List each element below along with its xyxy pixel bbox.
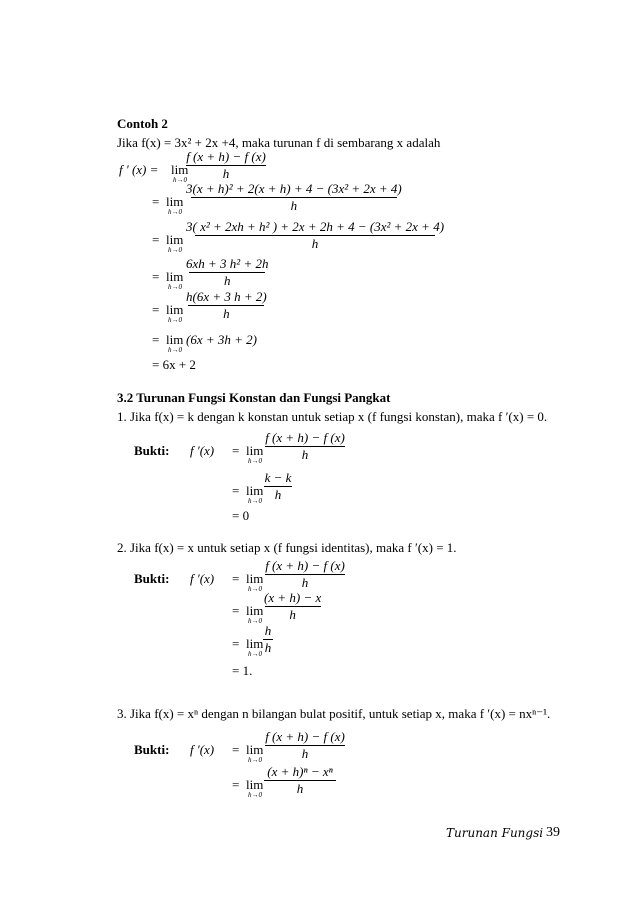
proof-fraction: f (x + h) − f (x) h [265,729,345,761]
proof-fprime: f ′(x) [190,742,215,757]
limit-operator: lim h→0 [171,162,189,184]
limit-operator: lim h→0 [166,302,184,324]
proof-fraction: f (x + h) − f (x) h [265,558,345,590]
proof-fraction: f (x + h) − f (x) h [265,430,345,462]
limit-operator: lim h→0 [166,269,184,291]
section-heading: 3.2 Turunan Fungsi Konstan dan Fungsi Pangkat [117,390,391,405]
example-step-fraction: 3( x² + 2xh + h² ) + 2x + 2h + 4 − (3x² + 2x + 4) h [186,219,445,251]
limit-operator: lim h→0 [166,332,184,354]
limit-operator: lim h→0 [246,571,264,593]
limit-operator: lim h→0 [246,483,264,505]
example-result: = 6x + 2 [152,357,196,372]
theorem-statement: 3. Jika f(x) = xⁿ dengan n bilangan bulat positif, untuk setiap x, maka f ′(x) = nxⁿ⁻¹. [117,706,551,721]
example-step-lhs: = [152,232,160,247]
example-step-lhs: = [152,269,160,284]
limit-operator: lim h→0 [166,194,184,216]
limit-operator: lim h→0 [246,603,264,625]
proof-label: Bukti: [134,571,170,586]
example-step-fraction: f (x + h) − f (x) h [186,149,266,181]
example-step-fraction: 6xh + 3 h² + 2h h [186,256,269,288]
equals-sign: = [232,603,240,618]
proof-fraction: h h [264,623,272,655]
theorem-statement: 1. Jika f(x) = k dengan k konstan untuk setiap x (f fungsi konstan), maka f ′(x) = 0. [117,409,548,424]
proof-result: = 0 [232,508,250,523]
proof-fprime: f ′(x) [190,571,215,586]
equals-sign: = [232,571,240,586]
proof-fprime: f ′(x) [190,443,215,458]
running-title: Turunan Fungsi [446,826,544,840]
page-number: 39 [546,825,560,840]
example-step-lhs: = [152,194,160,209]
example-step-lhs: = [152,302,160,317]
example-step-fraction: 3(x + h)² + 2(x + h) + 4 − (3x² + 2x + 4) h [186,181,402,213]
limit-operator: lim h→0 [246,636,264,658]
equals-sign: = [232,483,240,498]
limit-operator: lim h→0 [246,777,264,799]
equals-sign: = [232,777,240,792]
proof-fraction: (x + h) − x h [264,590,322,622]
proof-label: Bukti: [134,742,170,757]
equals-sign: = [232,742,240,757]
proof-fraction: k − k h [264,470,292,502]
limit-operator: lim h→0 [246,742,264,764]
proof-result: = 1. [232,663,253,678]
limit-operator: lim h→0 [166,232,184,254]
example-step-lhs: = [152,332,160,347]
example-step-lhs: f ′ (x) = [119,162,159,177]
theorem-statement: 2. Jika f(x) = x untuk setiap x (f fungsi identitas), maka f ′(x) = 1. [117,540,457,555]
equals-sign: = [232,636,240,651]
example-step-expression: (6x + 3h + 2) [186,332,257,347]
example-intro: Jika f(x) = 3x² + 2x +4, maka turunan f di sembarang x adalah [117,135,441,150]
proof-fraction: (x + h)ⁿ − xⁿ h [264,765,336,796]
limit-operator: lim h→0 [246,443,264,465]
equals-sign: = [232,443,240,458]
example-step-fraction: h(6x + 3 h + 2) h [186,289,267,321]
proof-label: Bukti: [134,443,170,458]
example-title: Contoh 2 [117,116,168,131]
